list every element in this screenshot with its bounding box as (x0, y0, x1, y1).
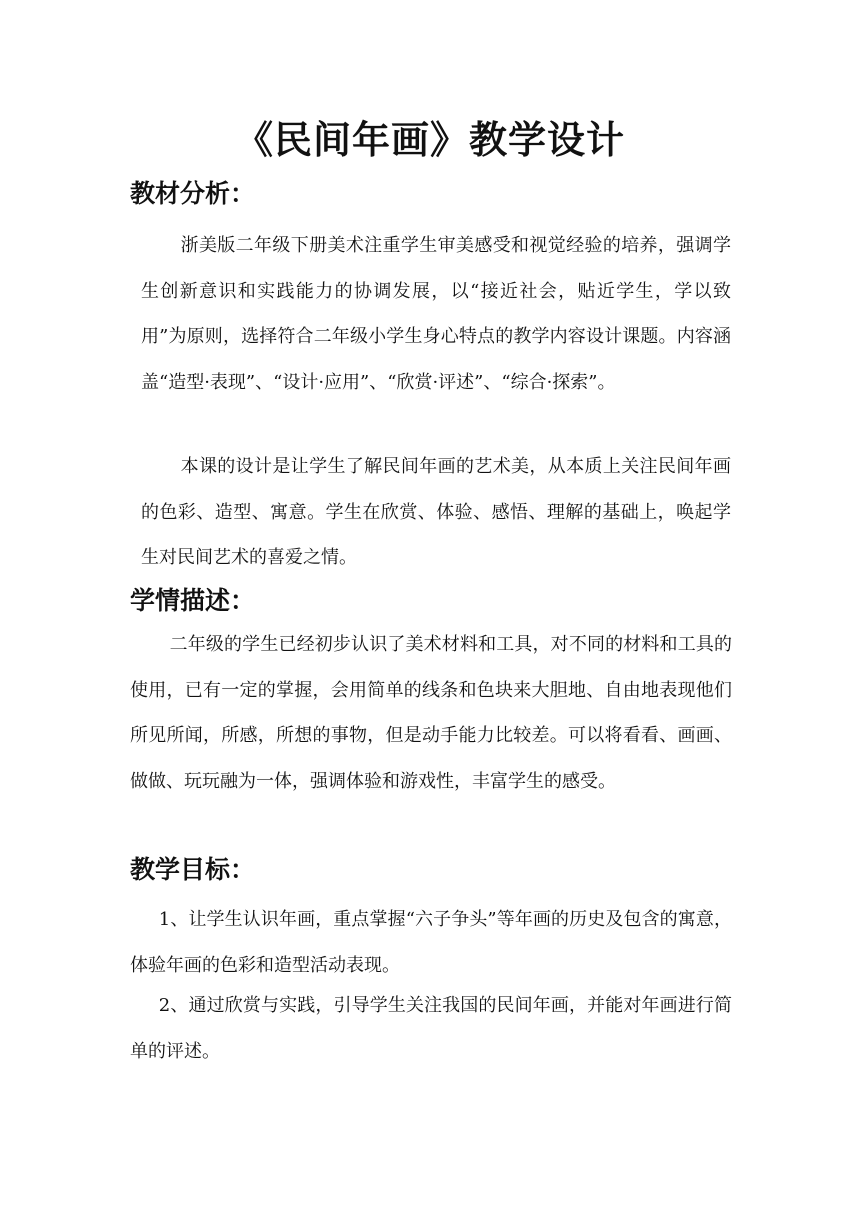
paragraph-textbook-analysis-1: 浙美版二年级下册美术注重学生审美感受和视觉经验的培养，强调学生创新意识和实践能力的协调发展，以“接近社会，贴近学生，学以致用”为原则，选择符合二年级小学生身心特点的教学内容设计课题。内容涵盖“造型·表现”、“设计·应用”、“欣赏·评述”、“综合·探索”。 (141, 235, 731, 393)
paragraph-textbook-analysis-2: 本课的设计是让学生了解民间年画的艺术美，从本质上关注民间年画的色彩、造型、寓意。学生在欣赏、体验、感悟、理解的基础上，唤起学生对民间艺术的喜爱之情。 (141, 456, 731, 568)
document-title: 《民间年画》教学设计 (234, 118, 625, 162)
section-heading-student-situation: 学情描述： (130, 586, 256, 615)
section-heading-teaching-goals: 教学目标： (130, 855, 256, 884)
paragraph-student-situation: 二年级的学生已经初步认识了美术材料和工具，对不同的材料和工具的使用，已有一定的掌握，会用简单的线条和色块来大胆地、自由地表现他们所见所闻，所感，所想的事物，但是动手能力比较差。可以将看看、画画、做做、玩玩融为一体，强调体验和游戏性，丰富学生的感受。 (130, 634, 732, 792)
section-heading-textbook-analysis: 教材分析： (130, 179, 256, 208)
paragraph-teaching-goal-1: 1、让学生认识年画，重点掌握“六子争头”等年画的历史及包含的寓意，体验年画的色彩和造型活动表现。 (130, 909, 732, 976)
paragraph-teaching-goal-2: 2、通过欣赏与实践，引导学生关注我国的民间年画，并能对年画进行简单的评述。 (130, 995, 732, 1062)
